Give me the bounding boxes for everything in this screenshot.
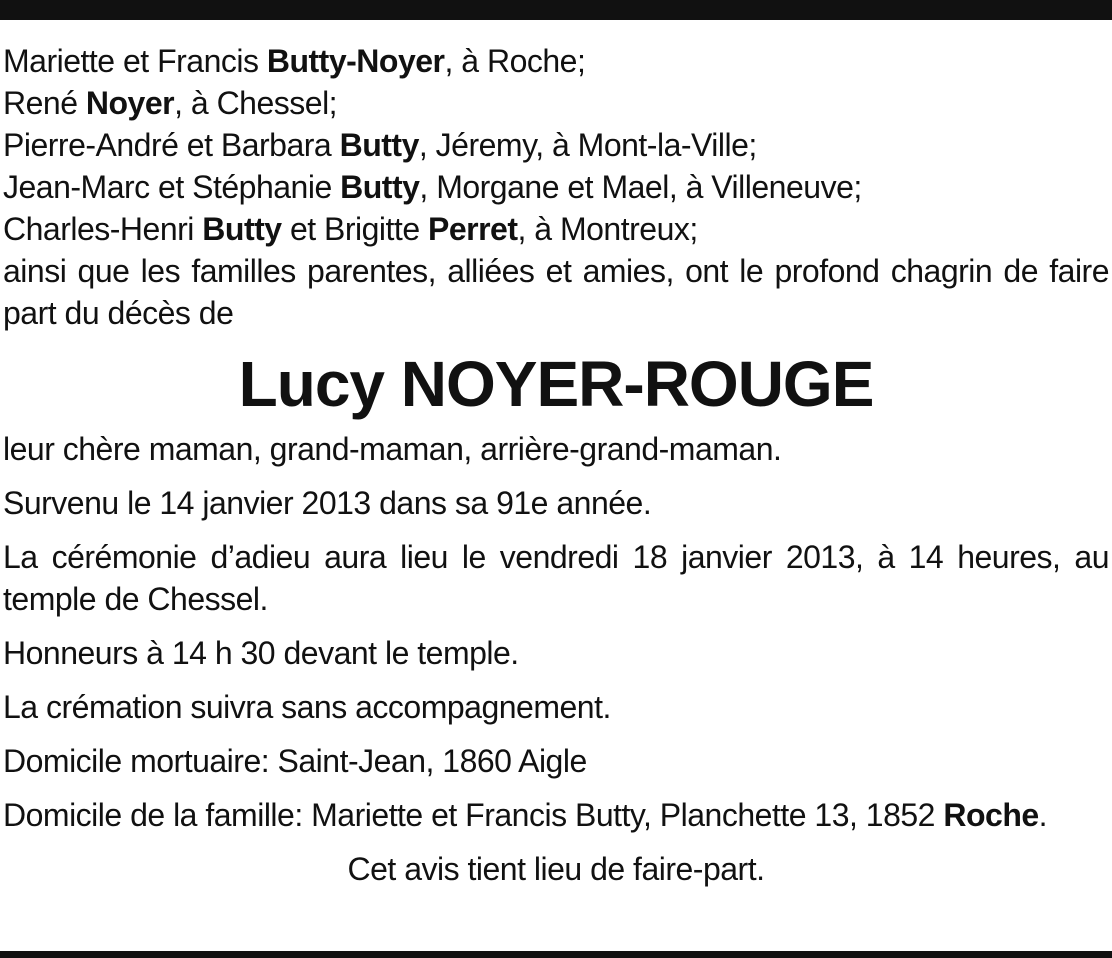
family-line-5 <box>3 208 1109 250</box>
family-line-2 <box>3 82 1109 124</box>
top-rule <box>0 0 1112 20</box>
obituary-notice <box>3 40 1109 890</box>
family-line-2-place: , à Chessel; <box>174 85 338 121</box>
family-line-1-place: , à Roche; <box>444 43 586 79</box>
announcement-text: ainsi que les familles parentes, alliées et amies, ont le profond chagrin de faire part du décès de <box>3 253 1109 331</box>
family-address <box>3 794 1109 836</box>
relation-text: leur chère maman, grand-maman, arrière-grand-maman. <box>3 431 782 467</box>
family-line-3-place: , Jéremy, à Mont-la-Ville; <box>418 127 757 163</box>
family-line-1-surname: Butty-Noyer <box>266 43 445 79</box>
family-line-2-surname: Noyer <box>85 85 175 121</box>
family-line-5-mid: et Brigitte <box>281 211 428 247</box>
family-line-3 <box>3 124 1109 166</box>
ceremony-text: La cérémonie d’adieu aura lieu le vendredi 18 janvier 2013, à 14 heures, au temple de Chessel. <box>3 539 1109 617</box>
family-line-5-surname-2: Perret <box>428 211 518 247</box>
family-address-text: Domicile de la famille: Mariette et Francis Butty, Planchette 13, 1852 <box>3 797 944 833</box>
honours-text: Honneurs à 14 h 30 devant le temple. <box>3 635 519 671</box>
family-line-4-place: , Morgane et Mael, à Villeneuve; <box>419 169 862 205</box>
family-line-5-text: Charles-Henri <box>3 211 203 247</box>
family-address-end: . <box>1038 797 1048 833</box>
family-line-1-text: Mariette et Francis <box>3 43 267 79</box>
family-line-4-surname: Butty <box>340 169 420 205</box>
family-line-5-place: , à Montreux; <box>517 211 698 247</box>
death-date-text: Survenu le 14 janvier 2013 dans sa 91e année. <box>3 485 652 521</box>
family-address-town: Roche <box>943 797 1039 833</box>
closing-note: Cet avis tient lieu de faire-part. <box>347 851 765 887</box>
family-line-5-surname: Butty <box>202 211 282 247</box>
cremation-text: La crémation suivra sans accompagnement. <box>3 689 611 725</box>
family-line-2-text: René <box>3 85 86 121</box>
family-line-4-text: Jean-Marc et Stéphanie <box>3 169 341 205</box>
family-line-3-surname: Butty <box>339 127 419 163</box>
mortuary-address: Domicile mortuaire: Saint-Jean, 1860 Aigle <box>3 743 587 779</box>
family-line-1 <box>3 40 1109 82</box>
family-line-3-text: Pierre-André et Barbara <box>3 127 340 163</box>
family-line-4 <box>3 166 1109 208</box>
deceased-name: Lucy NOYER-ROUGE <box>238 348 874 420</box>
bottom-rule <box>0 951 1112 958</box>
